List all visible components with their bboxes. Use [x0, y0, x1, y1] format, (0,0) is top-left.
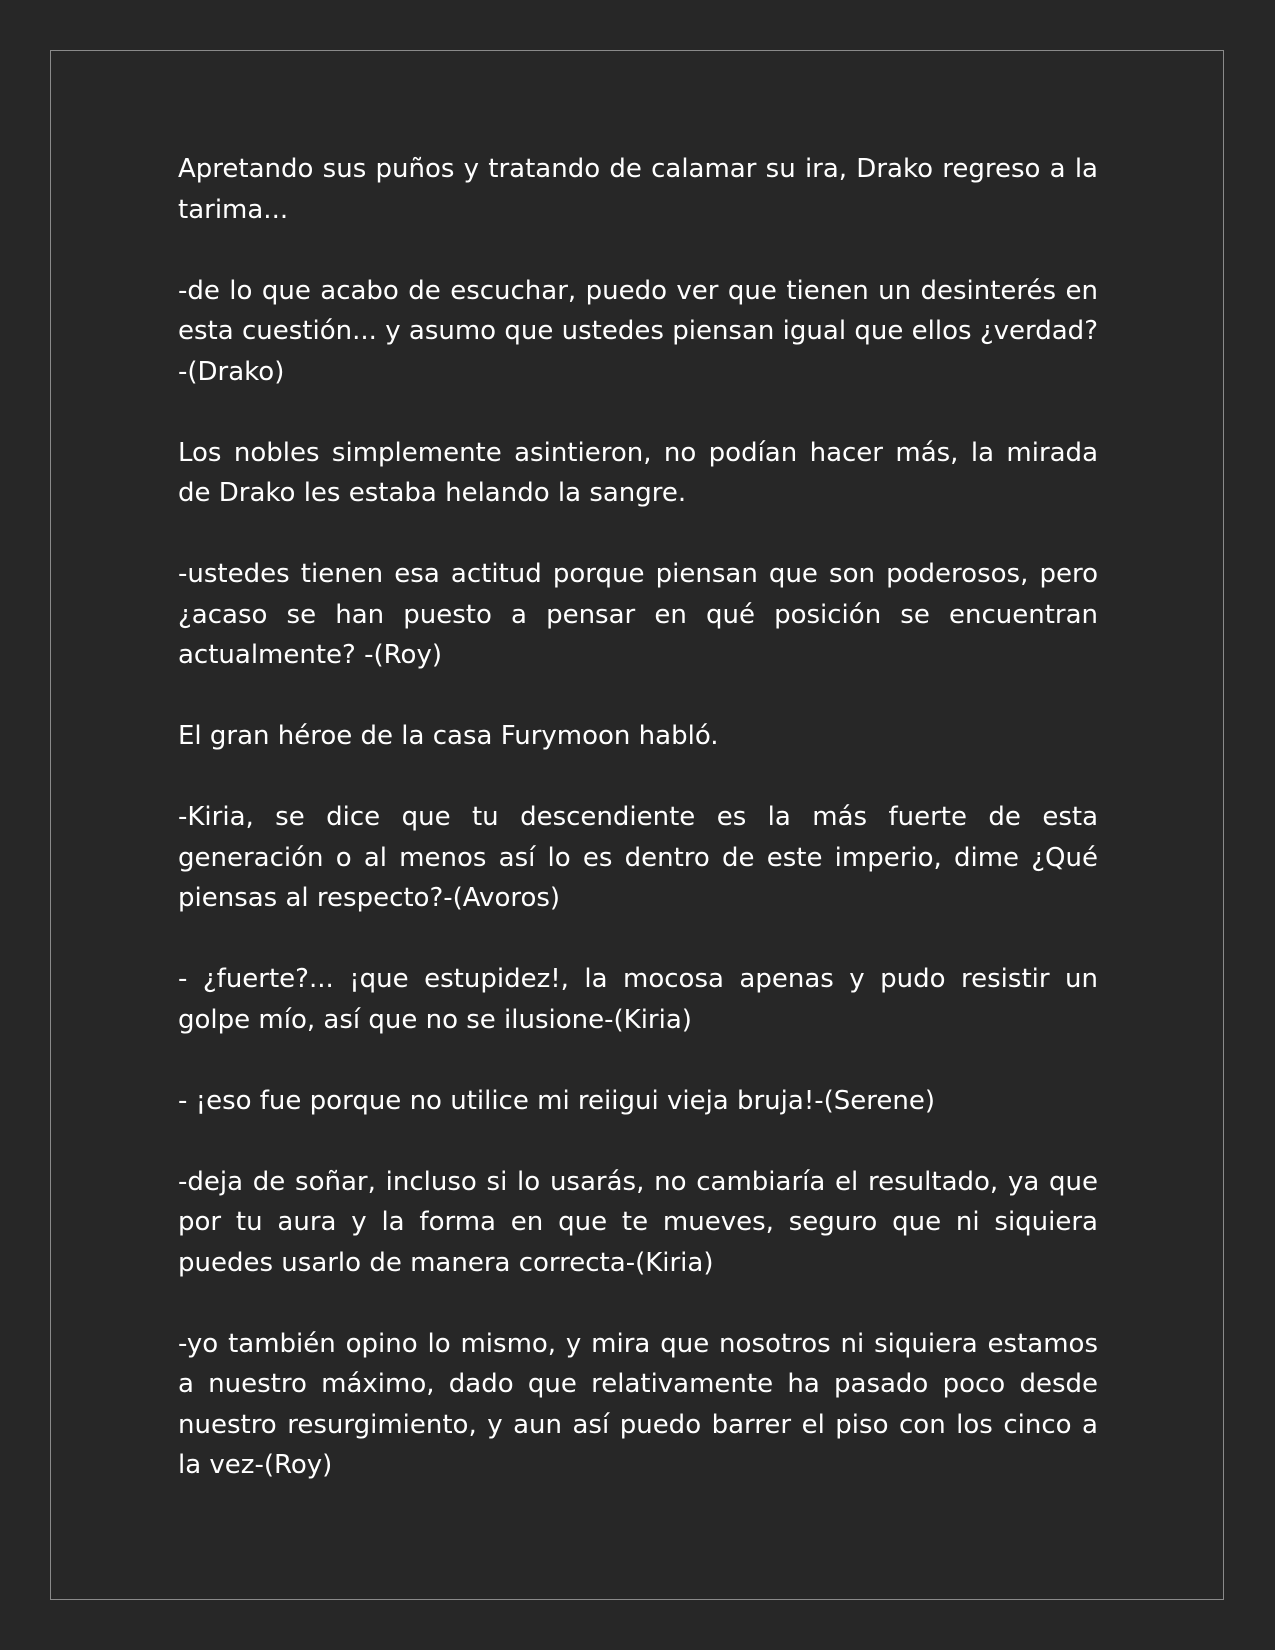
paragraph: -ustedes tienen esa actitud porque piensan que son poderosos, pero ¿acaso se han puesto a pensar en qué posición se encuentran actualmente? -(Roy): [178, 559, 1098, 670]
paragraph: -de lo que acabo de escuchar, puedo ver que tienen un desinterés en esta cuestión... y asumo que ustedes piensan igual que ellos ¿verdad? -(Drako): [178, 275, 1098, 387]
paragraph: Los nobles simplemente asintieron, no podían hacer más, la mirada de Drako les estaba helando la sangre.: [178, 437, 1098, 508]
paragraph: -Kiria, se dice que tu descendiente es la más fuerte de esta generación o al menos así lo es dentro de este imperio, dime ¿Qué piensas al respecto?-(Avoros): [178, 802, 1098, 913]
paragraph: -deja de soñar, incluso si lo usarás, no cambiaría el resultado, ya que por tu aura y la forma en que te mueves, seguro que ni siquiera puedes usarlo de manera correcta-(Kiria): [178, 1166, 1098, 1278]
page-frame: [50, 50, 1224, 1600]
paragraph: Apretando sus puños y tratando de calamar su ira, Drako regreso a la tarima...: [178, 154, 1098, 225]
story-text: [178, 149, 1098, 1526]
paragraph: -yo también opino lo mismo, y mira que nosotros ni siquiera estamos a nuestro máximo, dado que relativamente ha pasado poco desde nuestro resurgimiento, y aun así puedo barrer el piso con los cinco a la vez-(Roy): [178, 1328, 1098, 1480]
paragraph: - ¡eso fue porque no utilice mi reiigui vieja bruja!-(Serene): [178, 1085, 935, 1116]
paragraph: El gran héroe de la casa Furymoon habló.: [178, 721, 719, 751]
paragraph: - ¿fuerte?... ¡que estupidez!, la mocosa apenas y pudo resistir un golpe mío, así que no se ilusione-(Kiria): [178, 964, 1098, 1035]
